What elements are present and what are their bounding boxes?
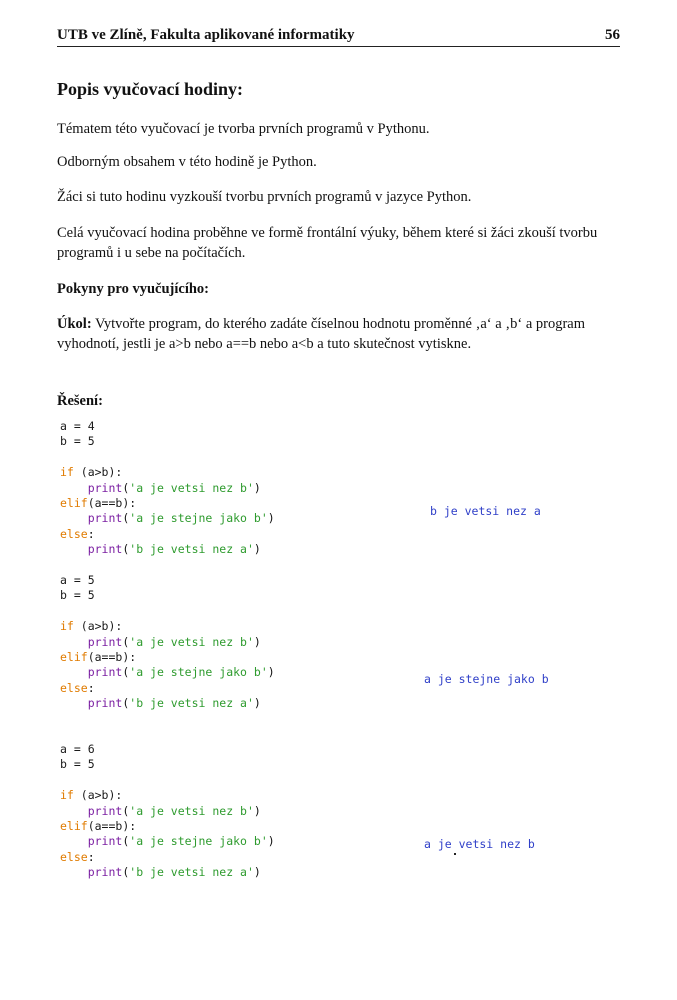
keyword-elif: elif <box>60 496 88 511</box>
keyword-else: else <box>60 680 88 695</box>
function-print: print <box>87 665 123 680</box>
code-line: a = 6 <box>60 742 95 756</box>
code-string: 'a je stejne jako b' <box>129 665 268 680</box>
function-print: print <box>87 480 123 495</box>
code-block-1: a = 4 b = 5 if (a>b): print('a je vetsi nez b') elif(a==b): print('a je stejne jako b') else: print('b je vetsi nez a') <box>60 419 275 557</box>
function-print: print <box>87 696 123 711</box>
code-string: 'a je vetsi nez b' <box>129 803 254 818</box>
function-print: print <box>87 634 123 649</box>
keyword-if: if <box>60 619 74 634</box>
code-string: 'b je vetsi nez a' <box>129 865 254 880</box>
page-number: 56 <box>605 27 620 43</box>
code-block-2: a = 5 b = 5 if (a>b): print('a je vetsi nez b') elif(a==b): print('a je stejne jako b') else: print('b je vetsi nez a') <box>60 573 275 711</box>
code-line: a = 5 <box>60 573 95 587</box>
keyword-else: else <box>60 526 88 541</box>
paragraph-content: Odborným obsahem v této hodině je Python. <box>57 154 317 170</box>
header-title: UTB ve Zlíně, Fakulta aplikované informatiky <box>57 27 355 43</box>
page-header <box>57 26 620 47</box>
keyword-elif: elif <box>60 650 88 665</box>
code-line: b = 5 <box>60 757 95 772</box>
code-string: 'a je vetsi nez b' <box>129 480 254 495</box>
program-output-3: a je vetsi nez b <box>424 837 535 851</box>
code-string: 'b je vetsi nez a' <box>129 696 254 711</box>
function-print: print <box>87 865 123 880</box>
code-string: 'a je vetsi nez b' <box>129 634 254 649</box>
code-condition: (a>b): <box>73 619 123 634</box>
code-line: b = 5 <box>60 434 95 449</box>
code-condition: (a>b): <box>73 788 123 803</box>
paragraph-lesson: Celá vyučovací hodina proběhne ve formě frontální výuky, během které si žáci zkouší tvorbu programů i u sebe na počítačích. <box>57 225 598 261</box>
instructions-heading: Pokyny pro vyučujícího: <box>57 281 210 297</box>
solution-heading: Řešení: <box>57 393 103 409</box>
function-print: print <box>87 834 123 849</box>
task-label: Úkol: <box>57 316 92 332</box>
task-text: Vytvořte program, do kterého zadáte číselnou hodnotu proměnné ‚a‘ a ‚b‘ a program vyhodnotí, jestli je a>b nebo a==b nebo a<b a tuto skutečnost vytiskne. <box>57 316 586 352</box>
keyword-if: if <box>60 788 74 803</box>
function-print: print <box>87 803 123 818</box>
code-string: 'b je vetsi nez a' <box>129 542 254 557</box>
code-line: a = 4 <box>60 419 95 433</box>
code-condition: (a==b): <box>87 650 137 665</box>
function-print: print <box>87 542 123 557</box>
keyword-else: else <box>60 849 88 864</box>
code-condition: (a==b): <box>87 819 137 834</box>
paragraph-students: Žáci si tuto hodinu vyzkouší tvorbu prvních programů v jazyce Python. <box>57 189 472 205</box>
program-output-2: a je stejne jako b <box>424 672 549 686</box>
code-condition: (a>b): <box>73 465 123 480</box>
code-block-3: a = 6 b = 5 if (a>b): print('a je vetsi nez b') elif(a==b): print('a je stejne jako b') else: print('b je vetsi nez a') <box>60 742 275 880</box>
keyword-if: if <box>60 465 74 480</box>
code-condition: (a==b): <box>87 496 137 511</box>
code-string: 'a je stejne jako b' <box>129 834 268 849</box>
program-output-1: b je vetsi nez a <box>430 504 541 518</box>
stray-dot <box>454 853 456 855</box>
keyword-elif: elif <box>60 819 88 834</box>
code-line: b = 5 <box>60 588 95 603</box>
function-print: print <box>87 511 123 526</box>
code-string: 'a je stejne jako b' <box>129 511 268 526</box>
paragraph-topic: Tématem této vyučovací je tvorba prvních programů v Pythonu. <box>57 121 430 137</box>
section-title: Popis vyučovací hodiny: <box>57 79 244 99</box>
task-paragraph <box>57 314 622 354</box>
